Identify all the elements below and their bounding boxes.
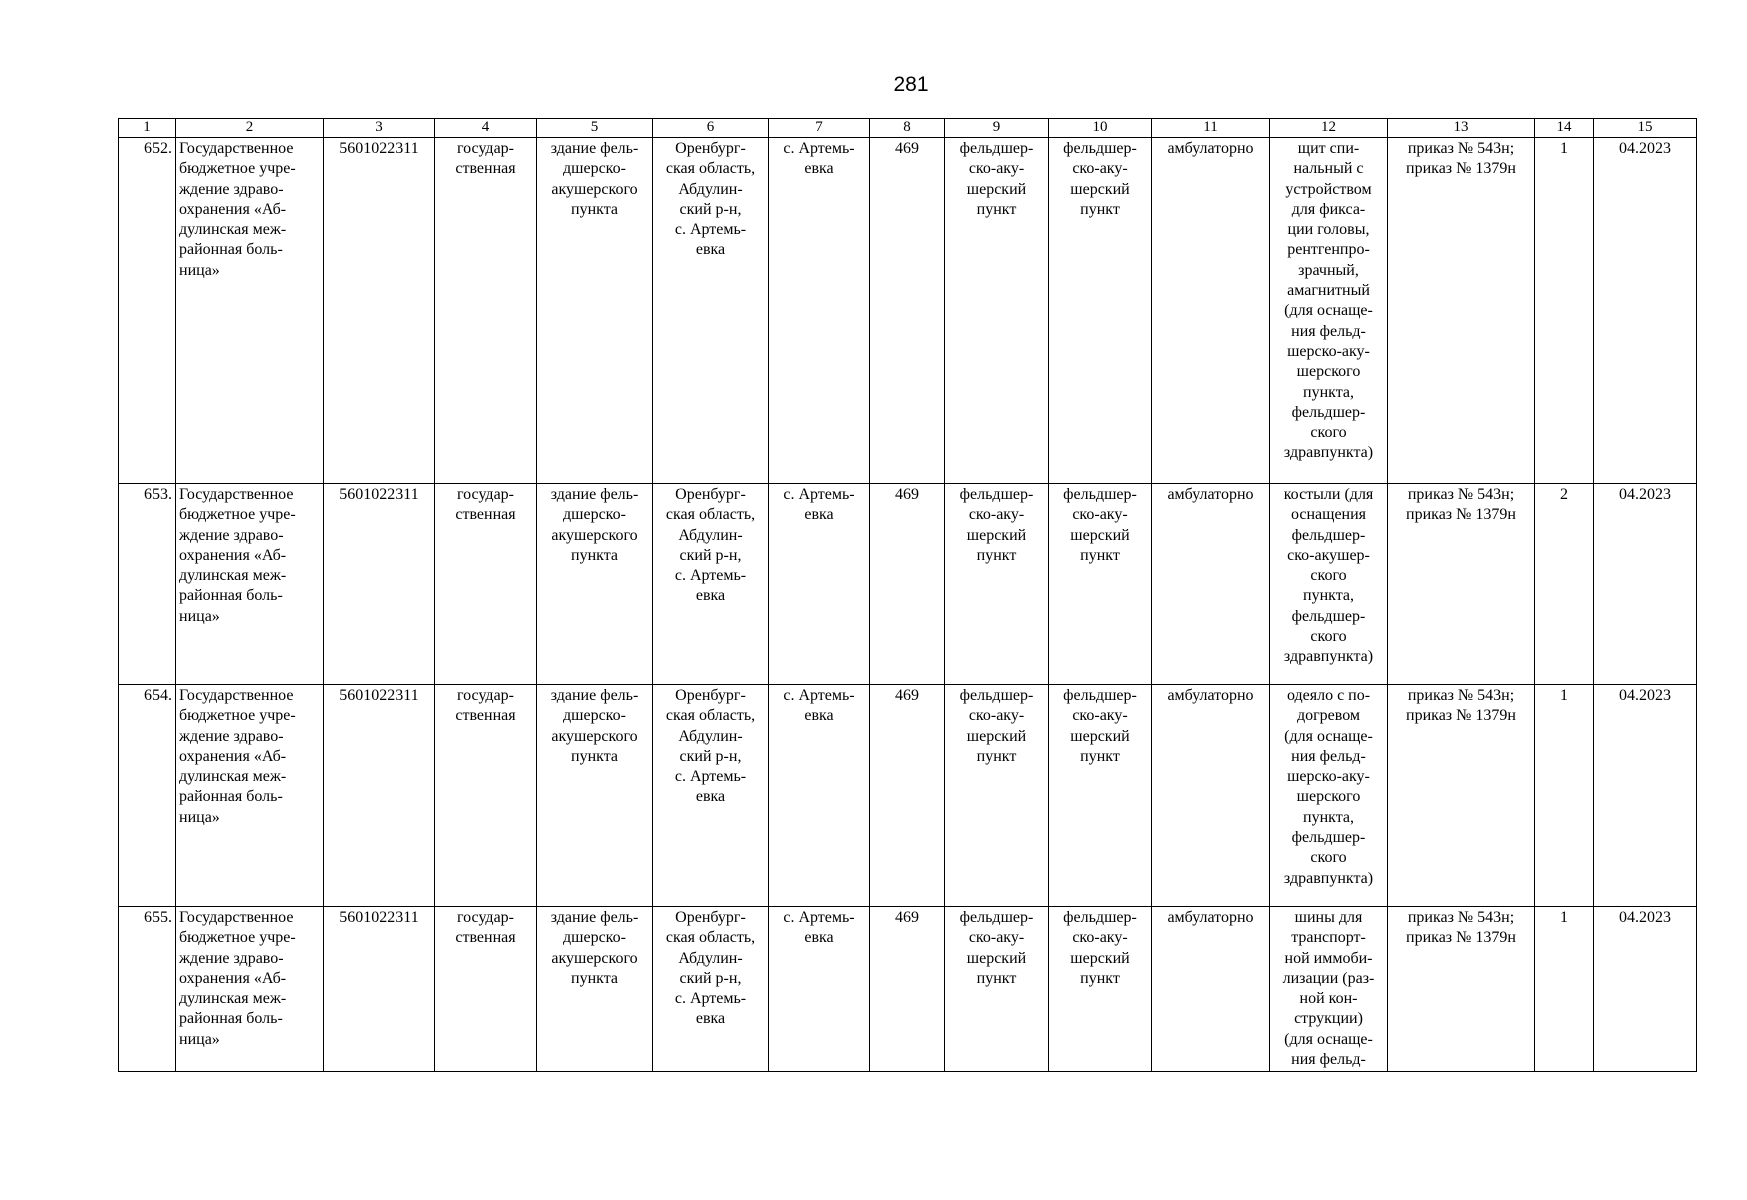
care-cell: амбулаторно bbox=[1152, 484, 1270, 685]
column-number: 8 bbox=[870, 119, 945, 138]
row-number: 654. bbox=[119, 685, 176, 907]
column-number: 14 bbox=[1535, 119, 1594, 138]
table-row bbox=[119, 138, 1697, 484]
quantity-cell: 2 bbox=[1535, 484, 1594, 685]
equipment-cell: шины для транспорт- ной иммоби- лизации (раз- ной кон- струкции) (для оснаще- ния фельд- bbox=[1282, 909, 1375, 1069]
column-number: 10 bbox=[1049, 119, 1152, 138]
column-number: 12 bbox=[1270, 119, 1388, 138]
order-cell: приказ № 543н; приказ № 1379н bbox=[1406, 909, 1516, 947]
equipment-cell: щит спи- нальный с устройством для фикса- ции головы, рентгенпро- зрачный, амагнитный (для оснаще- ния фельд- шерско-аку- шерского пункта, фельдшер- ского здравпункта) bbox=[1283, 140, 1374, 462]
column-number: 15 bbox=[1594, 119, 1697, 138]
table-row bbox=[119, 484, 1697, 685]
column-number: 2 bbox=[176, 119, 324, 138]
table-row bbox=[119, 907, 1697, 1072]
equipment-cell: костыли (для оснащения фельдшер- ско-акушер- ского пункта, фельдшер- ского здравпункта) bbox=[1283, 486, 1374, 666]
column-number: 1 bbox=[119, 119, 176, 138]
quantity-cell: 1 bbox=[1535, 138, 1594, 484]
unit-type-cell: фельдшер- ско-аку- шерский пункт bbox=[959, 687, 1034, 765]
code-cell: 469 bbox=[870, 484, 945, 685]
building-cell: здание фель- дшерско- акушерского пункта bbox=[550, 486, 639, 564]
page-number: 281 bbox=[893, 73, 929, 96]
settlement-cell: с. Артемь- евка bbox=[783, 486, 855, 524]
settlement-cell: с. Артемь- евка bbox=[783, 140, 855, 178]
date-cell: 04.2023 bbox=[1594, 138, 1697, 484]
column-number: 13 bbox=[1388, 119, 1535, 138]
column-number: 9 bbox=[945, 119, 1049, 138]
building-cell: здание фель- дшерско- акушерского пункта bbox=[550, 687, 639, 765]
settlement-cell: с. Артемь- евка bbox=[783, 687, 855, 725]
address-cell: Оренбург- ская область, Абдулин- ский р-н, с. Артемь- евка bbox=[665, 140, 756, 259]
column-number: 6 bbox=[653, 119, 769, 138]
unit-name-cell: фельдшер- ско-аку- шерский пункт bbox=[1063, 486, 1137, 564]
order-cell: приказ № 543н; приказ № 1379н bbox=[1406, 140, 1516, 178]
column-number: 11 bbox=[1152, 119, 1270, 138]
address-cell: Оренбург- ская область, Абдулин- ский р-н, с. Артемь- евка bbox=[665, 909, 756, 1028]
order-cell: приказ № 543н; приказ № 1379н bbox=[1406, 687, 1516, 725]
code-cell: 469 bbox=[870, 907, 945, 1072]
address-cell: Оренбург- ская область, Абдулин- ский р-н, с. Артемь- евка bbox=[665, 486, 756, 605]
unit-type-cell: фельдшер- ско-аку- шерский пункт bbox=[959, 909, 1034, 987]
column-number: 3 bbox=[324, 119, 435, 138]
ownership-cell: государ- ственная bbox=[455, 909, 516, 947]
column-number: 5 bbox=[537, 119, 653, 138]
quantity-cell: 1 bbox=[1535, 685, 1594, 907]
ownership-cell: государ- ственная bbox=[455, 140, 516, 178]
column-number: 7 bbox=[769, 119, 870, 138]
column-number: 4 bbox=[435, 119, 537, 138]
building-cell: здание фель- дшерско- акушерского пункта bbox=[550, 140, 639, 218]
unit-name-cell: фельдшер- ско-аку- шерский пункт bbox=[1063, 687, 1137, 765]
inn-cell: 5601022311 bbox=[324, 484, 435, 685]
ownership-cell: государ- ственная bbox=[455, 486, 516, 524]
care-cell: амбулаторно bbox=[1152, 685, 1270, 907]
building-cell: здание фель- дшерско- акушерского пункта bbox=[550, 909, 639, 987]
unit-type-cell: фельдшер- ско-аку- шерский пункт bbox=[959, 486, 1034, 564]
quantity-cell: 1 bbox=[1535, 907, 1594, 1072]
table-row bbox=[119, 685, 1697, 907]
row-number: 652. bbox=[119, 138, 176, 484]
row-number: 655. bbox=[119, 907, 176, 1072]
care-cell: амбулаторно bbox=[1152, 138, 1270, 484]
organization-name: Государственное бюджетное учре- ждение здраво- охранения «Аб- дулинская меж- районная боль- ница» bbox=[179, 486, 296, 625]
inn-cell: 5601022311 bbox=[324, 685, 435, 907]
date-cell: 04.2023 bbox=[1594, 685, 1697, 907]
inn-cell: 5601022311 bbox=[324, 138, 435, 484]
organization-name: Государственное бюджетное учре- ждение здраво- охранения «Аб- дулинская меж- районная боль- ница» bbox=[179, 140, 296, 279]
unit-name-cell: фельдшер- ско-аку- шерский пункт bbox=[1063, 140, 1137, 218]
organization-name: Государственное бюджетное учре- ждение здраво- охранения «Аб- дулинская меж- районная боль- ница» bbox=[179, 687, 296, 826]
equipment-cell: одеяло с по- догревом (для оснаще- ния фельд- шерско-аку- шерского пункта, фельдшер- ского здравпункта) bbox=[1283, 687, 1374, 887]
organization-name: Государственное бюджетное учре- ждение здраво- охранения «Аб- дулинская меж- районная боль- ница» bbox=[179, 909, 296, 1048]
unit-type-cell: фельдшер- ско-аку- шерский пункт bbox=[959, 140, 1034, 218]
address-cell: Оренбург- ская область, Абдулин- ский р-н, с. Артемь- евка bbox=[665, 687, 756, 806]
settlement-cell: с. Артемь- евка bbox=[783, 909, 855, 947]
equipment-table bbox=[118, 118, 1697, 1072]
ownership-cell: государ- ственная bbox=[455, 687, 516, 725]
column-number-row bbox=[119, 119, 1697, 138]
row-number: 653. bbox=[119, 484, 176, 685]
code-cell: 469 bbox=[870, 685, 945, 907]
code-cell: 469 bbox=[870, 138, 945, 484]
date-cell: 04.2023 bbox=[1594, 907, 1697, 1072]
order-cell: приказ № 543н; приказ № 1379н bbox=[1406, 486, 1516, 524]
date-cell: 04.2023 bbox=[1594, 484, 1697, 685]
unit-name-cell: фельдшер- ско-аку- шерский пункт bbox=[1063, 909, 1137, 987]
care-cell: амбулаторно bbox=[1152, 907, 1270, 1072]
inn-cell: 5601022311 bbox=[324, 907, 435, 1072]
